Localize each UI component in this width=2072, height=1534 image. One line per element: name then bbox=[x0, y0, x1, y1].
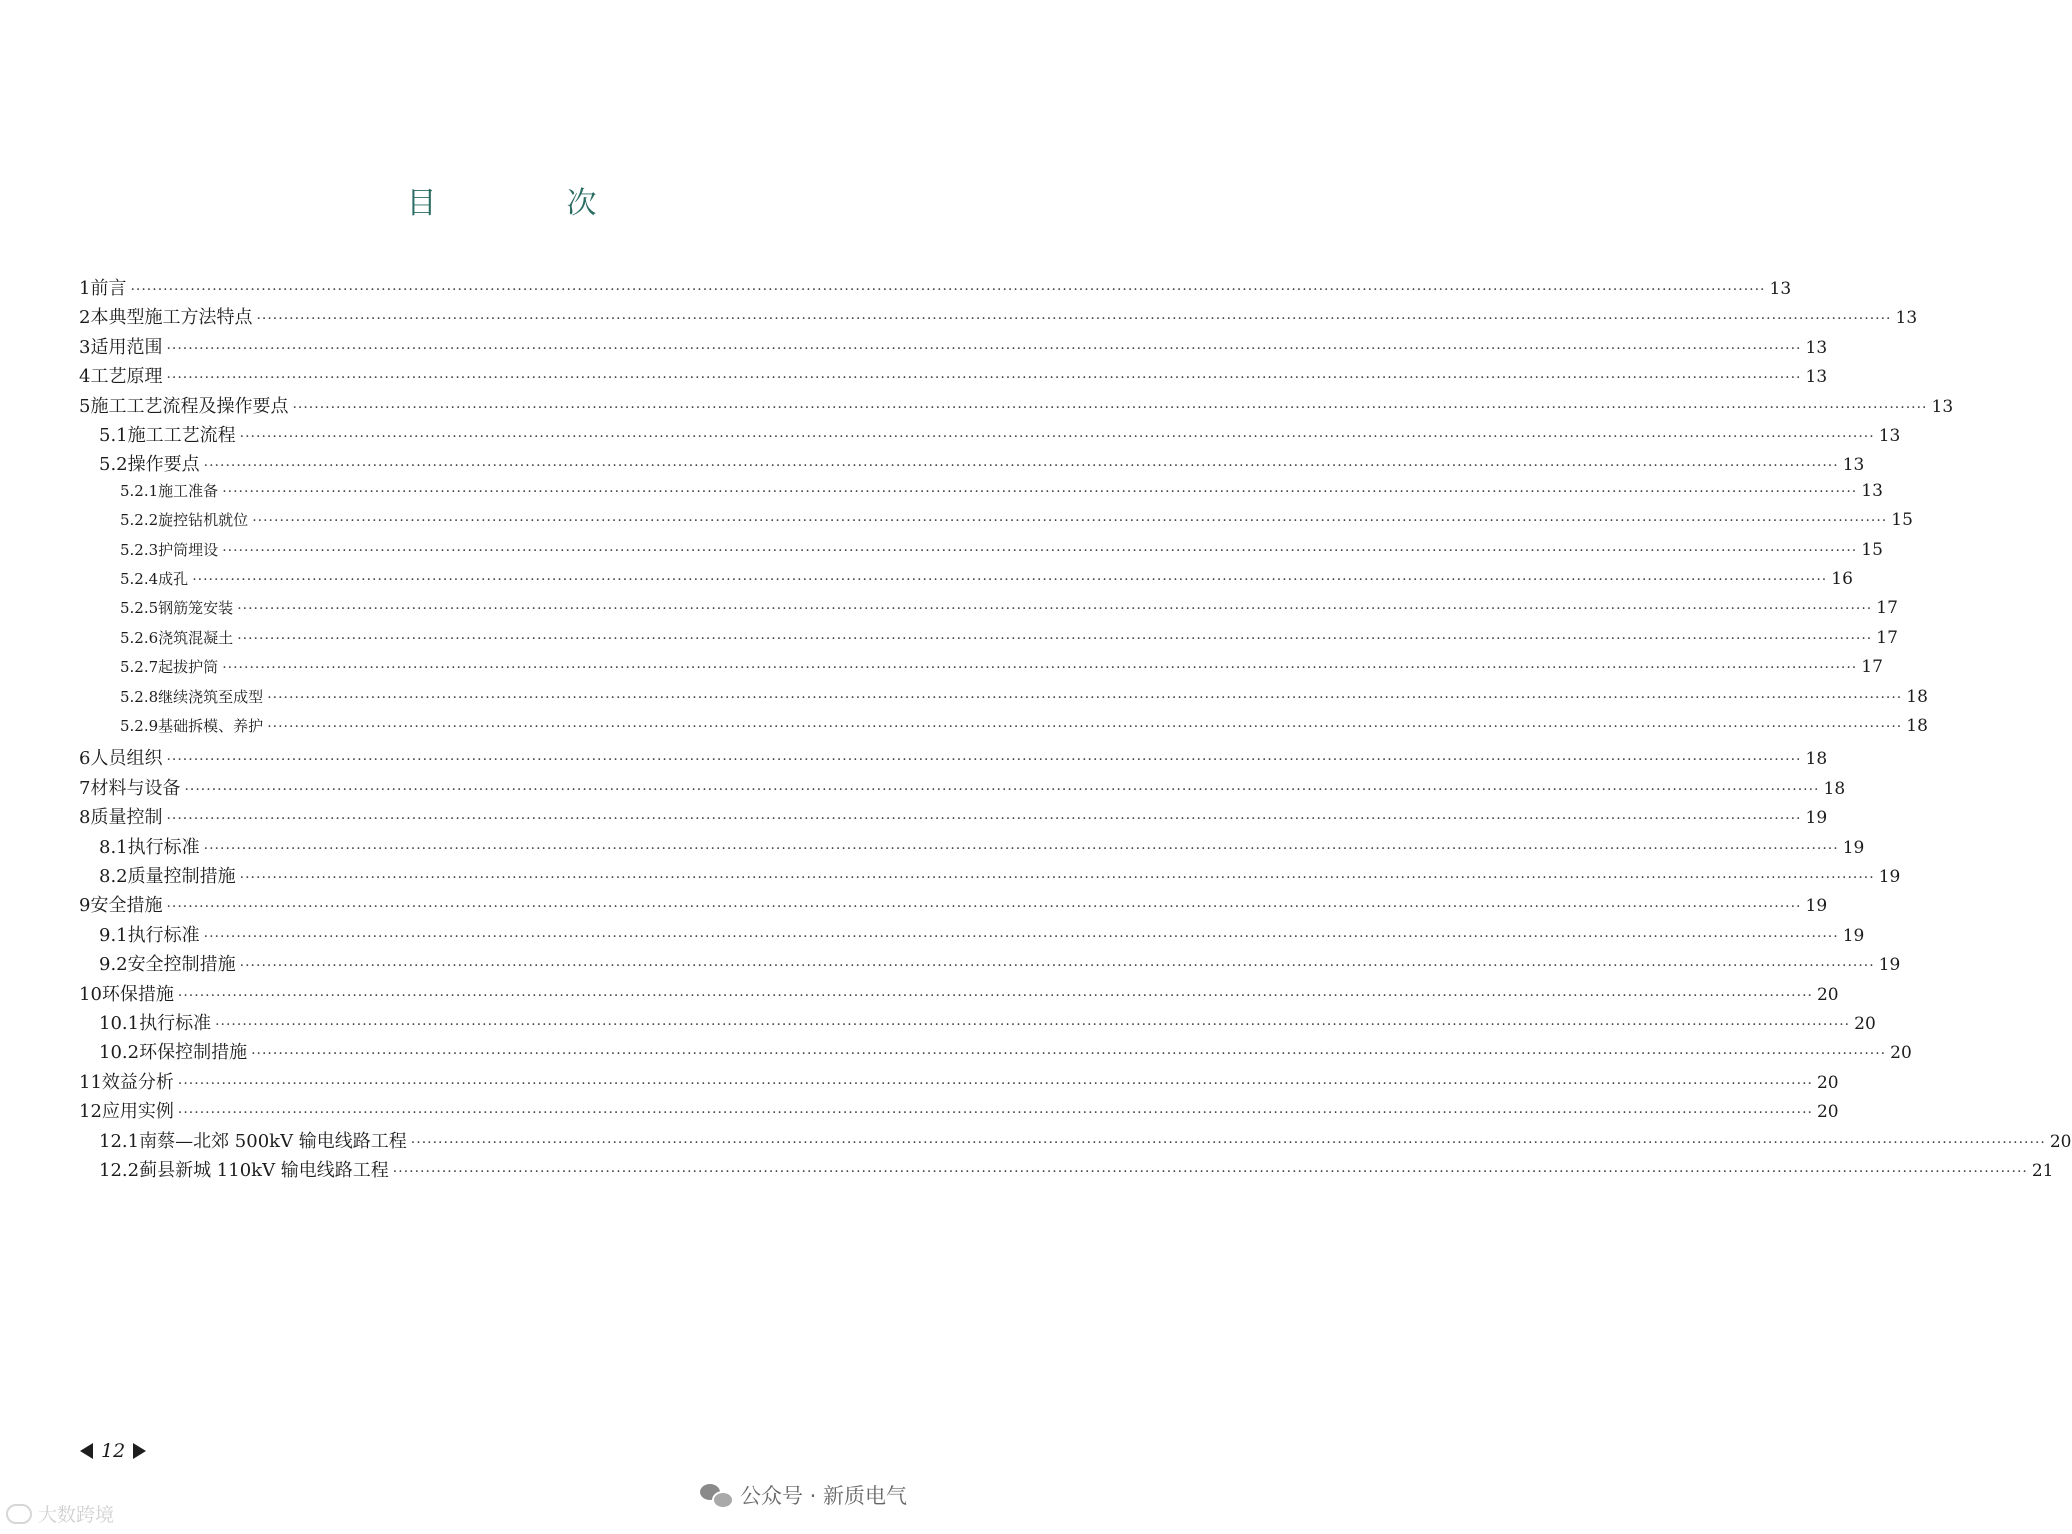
toc-page-number: 20 bbox=[1816, 1102, 1839, 1123]
toc-page-number: 13 bbox=[1805, 367, 1828, 388]
toc-page-number: 15 bbox=[1861, 539, 1883, 560]
toc-label: 环保措施 bbox=[101, 983, 174, 1005]
toc-entry bbox=[120, 686, 1928, 714]
toc-page-number: 19 bbox=[1842, 925, 1865, 946]
toc-entry bbox=[99, 450, 1865, 478]
toc-entry bbox=[120, 627, 1898, 655]
toc-number: 4 bbox=[79, 366, 91, 388]
toc-leader-dots: ············································································································································································································································································································ bbox=[203, 458, 1839, 475]
toc-label: 安全措施 bbox=[90, 895, 163, 917]
toc-leader-dots: ············································································································································································································································································································ bbox=[410, 1134, 2046, 1151]
toc-number: 5.2 bbox=[99, 454, 128, 476]
toc-page-number: 19 bbox=[1842, 837, 1865, 858]
toc-page-number: 19 bbox=[1878, 955, 1901, 976]
toc-number: 10 bbox=[79, 983, 102, 1005]
toc-label: 旋控钻机就位 bbox=[158, 511, 249, 530]
toc-page-number: 17 bbox=[1876, 627, 1898, 648]
toc-number: 3 bbox=[79, 336, 91, 358]
toc-number: 2 bbox=[79, 307, 91, 329]
toc-leader-dots: ············································································································································································································································································································ bbox=[184, 781, 1820, 798]
toc-label: 执行标准 bbox=[139, 1013, 212, 1034]
toc-leader-dots: ············································································································································································································································································································ bbox=[292, 399, 1928, 416]
toc-leader-dots: ············································································································································································································································································································ bbox=[177, 987, 1813, 1004]
toc-number: 9.1 bbox=[99, 924, 128, 946]
toc-number: 6 bbox=[79, 748, 91, 770]
toc-leader-dots: ············································································································································································································································································································ bbox=[166, 752, 1802, 769]
toc-number: 1 bbox=[79, 278, 91, 299]
toc-entry bbox=[79, 1097, 1839, 1125]
toc-label: 钢筋笼安装 bbox=[158, 599, 234, 618]
toc-number: 5.2.3 bbox=[120, 540, 159, 559]
toc-label: 执行标准 bbox=[127, 836, 200, 858]
toc-leader-dots: ············································································································································································································································································································ bbox=[256, 311, 1892, 328]
toc-leader-dots: ············································································································································································································································································································ bbox=[222, 483, 1858, 500]
toc-leader-dots: ············································································································································································································································································································ bbox=[166, 370, 1802, 387]
toc-entry bbox=[79, 774, 1846, 802]
toc-label: 应用实例 bbox=[101, 1101, 174, 1123]
toc-page-number: 18 bbox=[1906, 686, 1928, 707]
toc-label: 人员组织 bbox=[90, 748, 163, 770]
toc-entry bbox=[99, 1038, 1912, 1066]
toc-leader-dots: ············································································································································································································································································································ bbox=[239, 870, 1875, 886]
watermark-logo bbox=[6, 1500, 114, 1527]
toc-entry bbox=[79, 803, 1828, 831]
toc-leader-dots: ············································································································································································································································································································ bbox=[222, 660, 1858, 677]
toc-entry bbox=[99, 833, 1865, 861]
toc-number: 12 bbox=[79, 1101, 102, 1123]
toc-entry bbox=[99, 421, 1901, 449]
toc-page-number: 13 bbox=[1895, 308, 1918, 329]
page-indicator bbox=[80, 1440, 146, 1462]
toc-page-number: 17 bbox=[1861, 657, 1883, 678]
toc-number: 5.2.9 bbox=[120, 717, 159, 735]
toc-page-number: 19 bbox=[1878, 867, 1901, 887]
page-number: 12 bbox=[101, 1440, 126, 1462]
toc-number: 5.2.6 bbox=[120, 628, 159, 647]
toc-entry bbox=[120, 715, 1928, 743]
toc-entry bbox=[120, 480, 1883, 508]
toc-number: 8 bbox=[79, 807, 91, 829]
toc-number: 5.2.4 bbox=[120, 570, 159, 588]
toc-leader-dots: ············································································································································································································································································································ bbox=[166, 811, 1802, 828]
toc-page-number: 20 bbox=[2049, 1131, 2072, 1152]
toc-entry bbox=[79, 333, 1828, 361]
toc-page-number: 16 bbox=[1831, 569, 1853, 589]
toc-leader-dots: ············································································································································································································································································································ bbox=[239, 958, 1875, 975]
toc-page-number: 20 bbox=[1890, 1043, 1912, 1064]
toc-label: 基础拆模、养护 bbox=[158, 717, 264, 735]
toc-label: 安全控制措施 bbox=[127, 954, 236, 976]
toc-leader-dots: ············································································································································································································································································································ bbox=[203, 928, 1839, 945]
toc-entry bbox=[79, 362, 1828, 390]
toc-leader-dots: ············································································································································································································································································································ bbox=[222, 542, 1858, 559]
toc-page-number: 20 bbox=[1854, 1014, 1876, 1034]
toc-number: 5.2.7 bbox=[120, 658, 159, 677]
toc-number: 5.2.1 bbox=[120, 481, 159, 500]
toc-page-number: 13 bbox=[1878, 426, 1901, 446]
toc-label: 南蔡—北郊 500kV 输电线路工程 bbox=[139, 1130, 407, 1152]
toc-entry bbox=[99, 950, 1901, 978]
toc-label: 浇筑混凝土 bbox=[158, 628, 234, 647]
toc-leader-dots: ············································································································································································································································································································ bbox=[237, 601, 1873, 618]
toc-label: 质量控制 bbox=[90, 807, 163, 829]
toc-page-number: 19 bbox=[1805, 896, 1828, 917]
toc-entry bbox=[79, 744, 1828, 772]
toc-page-number: 19 bbox=[1805, 808, 1828, 829]
toc-label: 适用范围 bbox=[90, 336, 163, 358]
toc-page-number: 15 bbox=[1891, 510, 1913, 531]
toc-entry bbox=[79, 1068, 1839, 1096]
toc-label: 施工准备 bbox=[158, 481, 219, 500]
toc-leader-dots: ············································································································································································································································································································ bbox=[203, 840, 1839, 857]
toc-entry bbox=[99, 1156, 2054, 1184]
toc-entry bbox=[79, 392, 1954, 420]
toc-label: 工艺原理 bbox=[90, 366, 163, 388]
toc-number: 11 bbox=[79, 1071, 102, 1093]
toc-leader-dots: ············································································································································································································································································································ bbox=[177, 1075, 1813, 1092]
toc-page-number: 18 bbox=[1805, 749, 1828, 770]
toc-page-number: 17 bbox=[1876, 598, 1898, 619]
wechat-icon bbox=[700, 1482, 732, 1508]
toc-number: 9.2 bbox=[99, 954, 128, 976]
toc-label: 护筒埋设 bbox=[158, 540, 219, 559]
toc-page-number: 13 bbox=[1861, 480, 1883, 501]
triangle-right-icon bbox=[133, 1443, 146, 1459]
toc-label: 质量控制措施 bbox=[127, 866, 236, 887]
toc-label: 效益分析 bbox=[101, 1071, 174, 1093]
toc-entry bbox=[79, 891, 1828, 919]
toc-leader-dots: ············································································································································································································································································································ bbox=[392, 1164, 2028, 1180]
logo-icon bbox=[6, 1504, 32, 1524]
toc-entry bbox=[120, 597, 1898, 625]
toc-entry bbox=[79, 303, 1918, 331]
toc-number: 7 bbox=[79, 777, 91, 799]
toc-entry bbox=[120, 509, 1913, 537]
watermark-left-text: 大数跨境 bbox=[38, 1504, 115, 1526]
toc-number: 5.1 bbox=[99, 425, 128, 446]
toc-label: 前言 bbox=[90, 278, 127, 299]
toc-number: 5.2.8 bbox=[120, 687, 159, 706]
toc-page-number: 18 bbox=[1906, 716, 1928, 736]
toc-leader-dots: ············································································································································································································································································································ bbox=[251, 1046, 1887, 1063]
toc-entry bbox=[79, 274, 1792, 302]
watermark-text: 公众号 · 新质电气 bbox=[740, 1484, 908, 1508]
toc-page-number: 21 bbox=[2031, 1161, 2054, 1181]
toc-entry bbox=[99, 1009, 1876, 1037]
toc-leader-dots: ············································································································································································································································································································ bbox=[215, 1017, 1851, 1033]
toc-page-number: 13 bbox=[1769, 279, 1792, 299]
toc-number: 8.2 bbox=[99, 866, 128, 887]
watermark-wechat bbox=[700, 1480, 907, 1510]
toc-label: 本典型施工方法特点 bbox=[90, 307, 253, 329]
toc-page-number: 20 bbox=[1816, 984, 1839, 1005]
toc-leader-dots: ············································································································································································································································································································ bbox=[237, 630, 1873, 647]
toc-number: 10.2 bbox=[99, 1042, 140, 1064]
toc-number: 5.2.5 bbox=[120, 599, 159, 618]
toc-leader-dots: ············································································································································································································································································································ bbox=[130, 282, 1766, 298]
toc-label: 继续浇筑至成型 bbox=[158, 687, 264, 706]
toc-number: 12.1 bbox=[99, 1130, 140, 1152]
toc-leader-dots: ············································································································································································································································································································ bbox=[166, 899, 1802, 916]
toc-label: 蓟县新城 110kV 输电线路工程 bbox=[139, 1160, 389, 1181]
toc-number: 5.2.2 bbox=[120, 511, 159, 530]
toc-leader-dots: ············································································································································································································································································································ bbox=[192, 572, 1828, 588]
page-title: 目 次 bbox=[406, 186, 647, 221]
toc-leader-dots: ············································································································································································································································································································ bbox=[267, 719, 1903, 735]
toc-label: 操作要点 bbox=[127, 454, 200, 476]
toc-page-number: 13 bbox=[1931, 396, 1954, 417]
toc-number: 12.2 bbox=[99, 1160, 140, 1181]
toc-label: 起拔护筒 bbox=[158, 658, 219, 677]
toc-leader-dots: ············································································································································································································································································································ bbox=[239, 429, 1875, 445]
toc-label: 施工工艺流程 bbox=[127, 425, 236, 446]
toc-number: 8.1 bbox=[99, 836, 128, 858]
toc-entry bbox=[99, 862, 1901, 890]
toc-label: 环保控制措施 bbox=[139, 1042, 248, 1064]
toc-entry bbox=[120, 656, 1883, 684]
toc-page-number: 13 bbox=[1805, 337, 1828, 358]
triangle-left-icon bbox=[80, 1443, 93, 1459]
toc-entry bbox=[120, 539, 1883, 567]
toc-label: 施工工艺流程及操作要点 bbox=[90, 395, 289, 417]
toc-page-number: 13 bbox=[1842, 455, 1865, 476]
toc-page-number: 20 bbox=[1816, 1072, 1839, 1093]
toc-entry bbox=[99, 921, 1865, 949]
toc-entry bbox=[120, 568, 1853, 596]
toc-entry bbox=[79, 980, 1839, 1008]
toc-label: 成孔 bbox=[158, 570, 189, 588]
toc-number: 9 bbox=[79, 895, 91, 917]
toc-number: 5 bbox=[79, 395, 91, 417]
toc-label: 材料与设备 bbox=[90, 777, 181, 799]
toc-leader-dots: ············································································································································································································································································································ bbox=[267, 689, 1903, 706]
toc-entry bbox=[99, 1127, 2072, 1155]
toc-leader-dots: ············································································································································································································································································································ bbox=[166, 340, 1802, 357]
toc-number: 10.1 bbox=[99, 1013, 140, 1034]
toc-leader-dots: ············································································································································································································································································································ bbox=[177, 1105, 1813, 1122]
toc-leader-dots: ············································································································································································································································································································ bbox=[252, 513, 1888, 530]
toc-label: 执行标准 bbox=[127, 924, 200, 946]
toc-page-number: 18 bbox=[1823, 778, 1846, 799]
